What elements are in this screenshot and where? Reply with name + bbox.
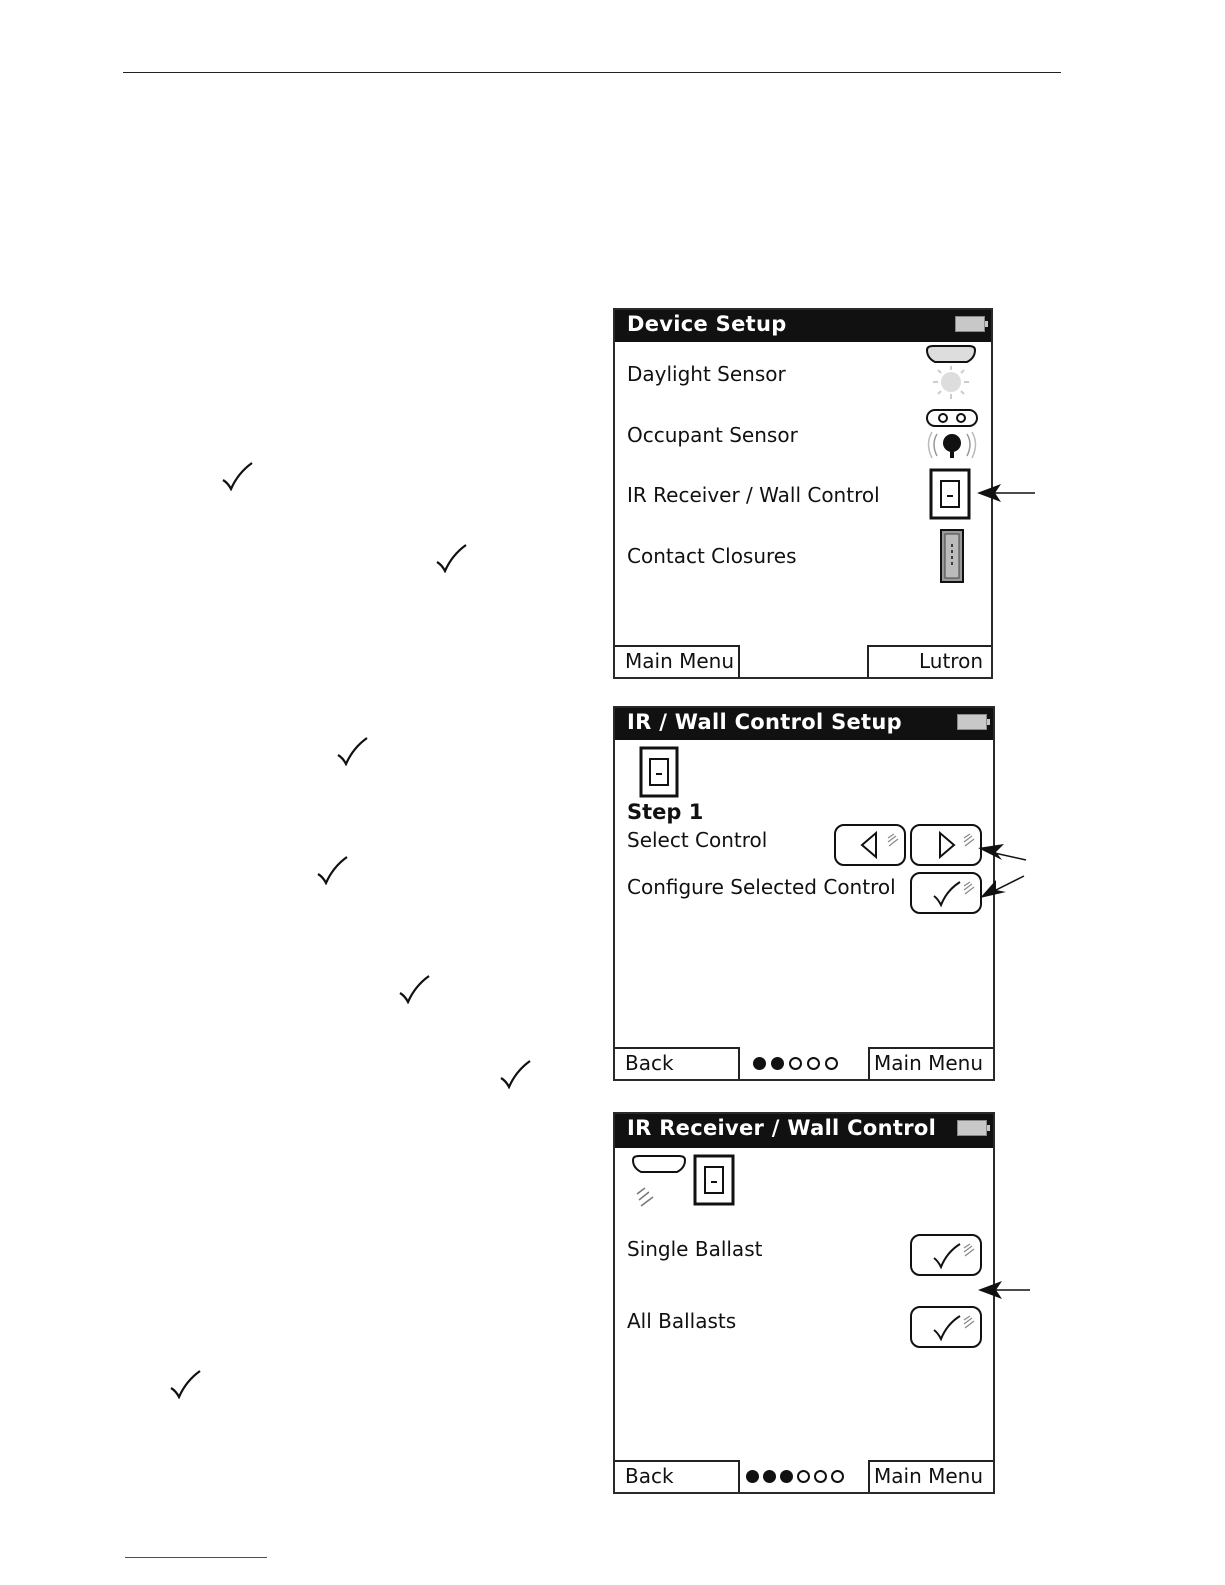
ir-receiver-wall-control-screen [613,1112,995,1494]
configure-checkmark-button[interactable] [910,872,982,914]
menu-item-ir-receiver-wall-control[interactable] [627,483,880,507]
screen-title: IR Receiver / Wall Control [627,1116,937,1140]
menu-item-label: IR Receiver / Wall Control [627,483,880,507]
next-control-button[interactable] [910,824,982,866]
softkey-label: Back [625,1051,674,1075]
progress-dot-filled [771,1057,784,1070]
title-bar [615,1114,993,1148]
checkmark-icon [397,974,431,1004]
menu-item-occupant-sensor[interactable] [627,423,798,447]
triangle-left-icon [836,826,904,864]
select-control-label: Select Control [627,828,768,852]
menu-item-contact-closures[interactable] [627,544,797,568]
main-menu-softkey[interactable] [615,645,740,677]
single-ballast-checkmark-button[interactable] [910,1234,982,1276]
device-setup-screen [613,308,993,679]
battery-icon [955,316,985,332]
softkey-label: Main Menu [874,1051,984,1075]
wall-control-icon [693,1154,737,1210]
battery-icon [957,714,987,730]
checkmark-icon [498,1059,532,1089]
main-menu-softkey[interactable] [868,1047,993,1079]
lutron-softkey[interactable] [867,645,991,677]
checkmark-icon [912,1308,980,1346]
checkmark-icon [168,1369,202,1399]
checkmark-icon [315,855,349,885]
configure-selected-control-label: Configure Selected Control [627,875,896,899]
header-rule [123,72,1061,73]
progress-dot-filled [763,1470,776,1483]
progress-dot-empty [814,1470,827,1483]
step-heading: Step 1 [627,800,704,824]
progress-dot-empty [825,1057,838,1070]
progress-dots [746,1466,844,1486]
footer-rule [125,1557,267,1558]
back-softkey[interactable] [615,1460,740,1492]
contact-closure-icon [939,528,967,586]
checkmark-icon [912,874,980,912]
daylight-sensor-icon [921,344,981,402]
ir-wall-control-setup-screen [613,706,995,1081]
menu-item-label: Contact Closures [627,544,797,568]
progress-dot-filled [780,1470,793,1483]
progress-dot-filled [753,1057,766,1070]
softkey-label: Back [625,1464,674,1488]
ir-receiver-icon [629,1154,689,1210]
progress-dot-empty [831,1470,844,1483]
previous-control-button[interactable] [834,824,906,866]
progress-dots [753,1053,838,1073]
softkey-label: Main Menu [874,1464,984,1488]
wall-control-icon [929,468,973,522]
all-ballasts-checkmark-button[interactable] [910,1306,982,1348]
battery-icon [957,1120,987,1136]
softkey-label: Main Menu [625,649,735,673]
screen-title: Device Setup [627,312,787,336]
main-menu-softkey[interactable] [868,1460,993,1492]
softkey-label: Lutron [918,649,983,673]
occupant-sensor-icon [921,406,983,464]
all-ballasts-label: All Ballasts [627,1309,737,1333]
checkmark-icon [912,1236,980,1274]
menu-item-label: Daylight Sensor [627,362,786,386]
title-bar [615,310,991,342]
single-ballast-label: Single Ballast [627,1237,763,1261]
callout-arrow [976,1279,1032,1301]
triangle-right-icon [912,826,980,864]
checkmark-icon [220,461,254,491]
wall-control-icon [639,746,681,800]
checkmark-icon [335,736,369,766]
title-bar [615,708,993,740]
checkmark-icon [434,543,468,573]
progress-dot-filled [746,1470,759,1483]
screen-title: IR / Wall Control Setup [627,710,902,734]
progress-dot-empty [789,1057,802,1070]
callout-arrow [976,840,1028,864]
menu-item-label: Occupant Sensor [627,423,798,447]
progress-dot-empty [807,1057,820,1070]
callout-arrow [978,870,1028,902]
back-softkey[interactable] [615,1047,740,1079]
progress-dot-empty [797,1470,810,1483]
callout-arrow [975,482,1037,504]
menu-item-daylight-sensor[interactable] [627,362,786,386]
